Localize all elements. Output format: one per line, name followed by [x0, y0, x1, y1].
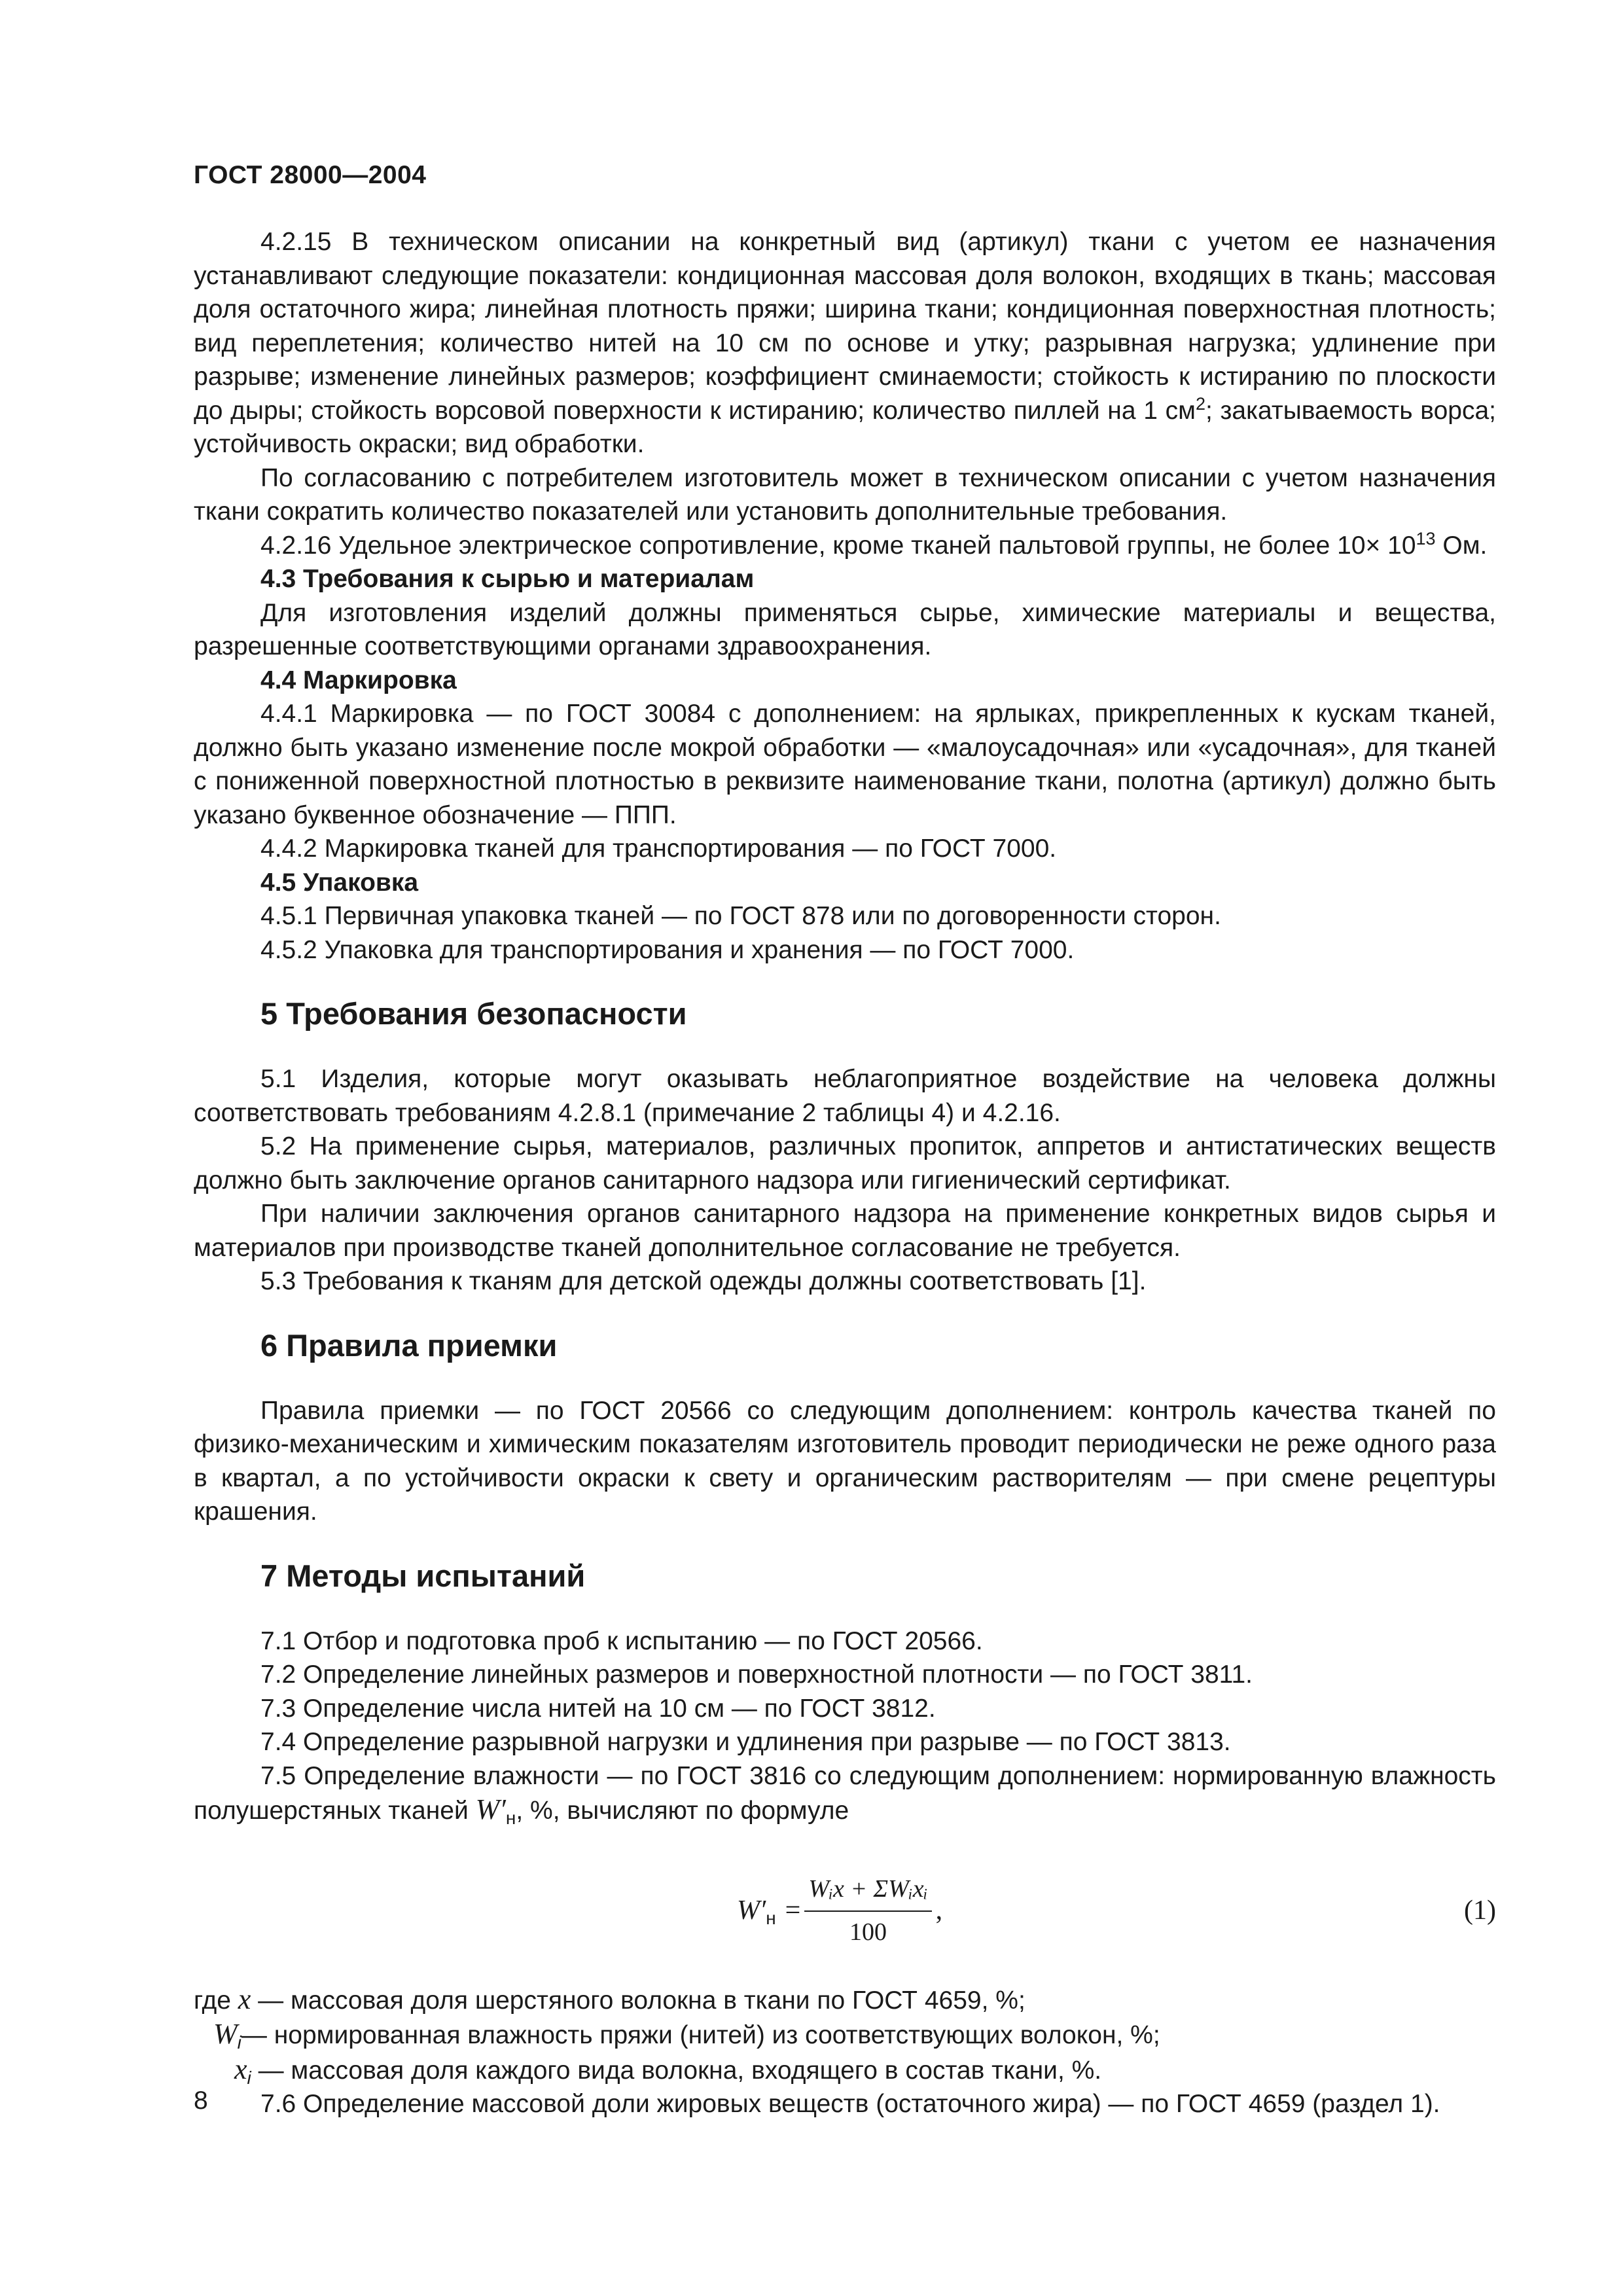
subheading-4-4: 4.4 Маркировка: [260, 666, 457, 694]
paragraph-5-1: 5.1 Изделия, которые могут оказывать неблагоприятное воздействие на человека должны соответствовать требованиям 4.2.8.1 (примечание 2 таблицы 4) и 4.2.16.: [194, 1065, 1496, 1127]
document-body: [194, 225, 1496, 2121]
subheading-4-5: 4.5 Упаковка: [260, 868, 419, 897]
moisture-formula: [737, 1862, 942, 1960]
formula-number: (1): [1464, 1895, 1496, 1926]
subheading-4-3: 4.3 Требования к сырью и материалам: [260, 565, 755, 593]
where-wi-line: $W_i—$ нормированная влажность пряжи (нитей) из соответствующих волокон, %;: [213, 2018, 1160, 2053]
section-heading-7: 7 Методы испытаний: [260, 1558, 586, 1593]
paragraph-7-2: 7.2 Определение линейных размеров и поверхностной плотности — по ГОСТ 3811.: [260, 1660, 1253, 1689]
paragraph-4-2-16: 4.2.16 Удельное электрическое сопротивление, кроме тканей пальтовой группы, не более $10\times 10^{13}$ Ом.: [260, 528, 1488, 560]
paragraph-7-1: 7.1 Отбор и подготовка проб к испытанию — по ГОСТ 20566.: [260, 1626, 983, 1655]
paragraph-4-2-15: 4.2.15 В техническом описании на конкретный вид (артикул) ткани с учетом ее назначения устанавливают следующие показатели: кондиционная массовая доля волокон, входящих в ткань; массовая доля остаточного жира; линейная плотность пряжи; ширина ткани; кондиционная поверхностная плотность; вид переплетения; количество нитей на 10 см по основе и утку; разрывная нагрузка; удлинение при разрыве; изменение линейных размеров; коэффициент сминаемости; стойкость к истиранию по плоскости до дыры; стойкость ворсовой поверхности к истиранию; количество пиллей на 1 $см^2$; закатываемость ворса; устойчивость окраски; вид обработки.: [194, 228, 1496, 458]
where-x-line: где x — массовая доля шерстяного волокна в ткани по ГОСТ 4659, %;: [194, 1982, 1026, 2015]
page-number: 8: [194, 2087, 208, 2115]
paragraph-4-4-1: 4.4.1 Маркировка — по ГОСТ 30084 с дополнением: на ярлыках, прикрепленных к кускам тканей, должно быть указано изменение после мокрой обработки — «малоусадочная» или «усадочная», для тканей с пониженной поверхностной плотностью в реквизите наименование ткани, полотна (артикул) должно быть указано буквенное обозначение — ППП.: [194, 700, 1496, 829]
section-heading-5: 5 Требования безопасности: [260, 996, 687, 1031]
document-header: ГОСТ 28000—2004: [194, 161, 427, 189]
formula-numerator: Wᵢx + ΣWᵢxᵢ: [804, 1873, 931, 1912]
formula-trailing: ,: [935, 1895, 943, 1926]
paragraph-7-4: 7.4 Определение разрывной нагрузки и удлинения при разрыве — по ГОСТ 3813.: [260, 1728, 1231, 1756]
where-xi-line: $x_i$ — массовая доля каждого вида волокна, входящего в состав ткани, %.: [234, 2053, 1102, 2088]
paragraph-7-3: 7.3 Определение числа нитей на 10 см — по ГОСТ 3812.: [260, 1694, 936, 1723]
formula-lhs: W′н: [737, 1895, 776, 1928]
formula-equals: =: [785, 1895, 801, 1926]
paragraph-5-2: 5.2 На применение сырья, материалов, различных пропиток, аппретов и антистатических веществ должно быть заключение органов санитарного надзора или гигиенический сертификат.: [194, 1132, 1496, 1194]
paragraph-7-5: 7.5 Определение влажности — по ГОСТ 3816 со следующим дополнением: нормированную влажность полушерстяных тканей $W'_н$, %, вычисляют по формуле: [194, 1761, 1496, 1828]
paragraph-7-6: 7.6 Определение массовой доли жировых веществ (остаточного жира) — по ГОСТ 4659 (раздел 1).: [260, 2090, 1440, 2118]
paragraph-6: Правила приемки — по ГОСТ 20566 со следующим дополнением: контроль качества тканей по физико-механическим и химическим показателям изготовитель проводит периодически не реже одного раза в квартал, а по устойчивости окраски к свету и органическим растворителям — при смене рецептуры крашения.: [194, 1396, 1496, 1526]
paragraph-4-3: Для изготовления изделий должны применяться сырье, химические материалы и вещества, разрешенные соответствующими органами здравоохранения.: [194, 598, 1496, 660]
section-heading-6: 6 Правила приемки: [260, 1327, 558, 1363]
paragraph-4-5-2: 4.5.2 Упаковка для транспортирования и хранения — по ГОСТ 7000.: [260, 935, 1075, 964]
paragraph-4-5-1: 4.5.1 Первичная упаковка тканей — по ГОСТ 878 или по договоренности сторон.: [260, 902, 1221, 930]
paragraph-4-2-15-agreement: По согласованию с потребителем изготовитель может в техническом описании с учетом назначения ткани сократить количество показателей или установить дополнительные требования.: [194, 463, 1496, 526]
formula-denominator: 100: [849, 1918, 887, 1946]
paragraph-5-2-continued: При наличии заключения органов санитарного надзора на применение конкретных видов сырья и материалов при производстве тканей дополнительное согласование не требуется.: [194, 1200, 1496, 1262]
formula-fraction: [804, 1873, 931, 1949]
paragraph-4-4-2: 4.4.2 Маркировка тканей для транспортирования — по ГОСТ 7000.: [260, 834, 1057, 863]
paragraph-5-3: 5.3 Требования к тканям для детской одежды должны соответствовать [1].: [260, 1267, 1147, 1295]
formula-block: [194, 1862, 1496, 1960]
